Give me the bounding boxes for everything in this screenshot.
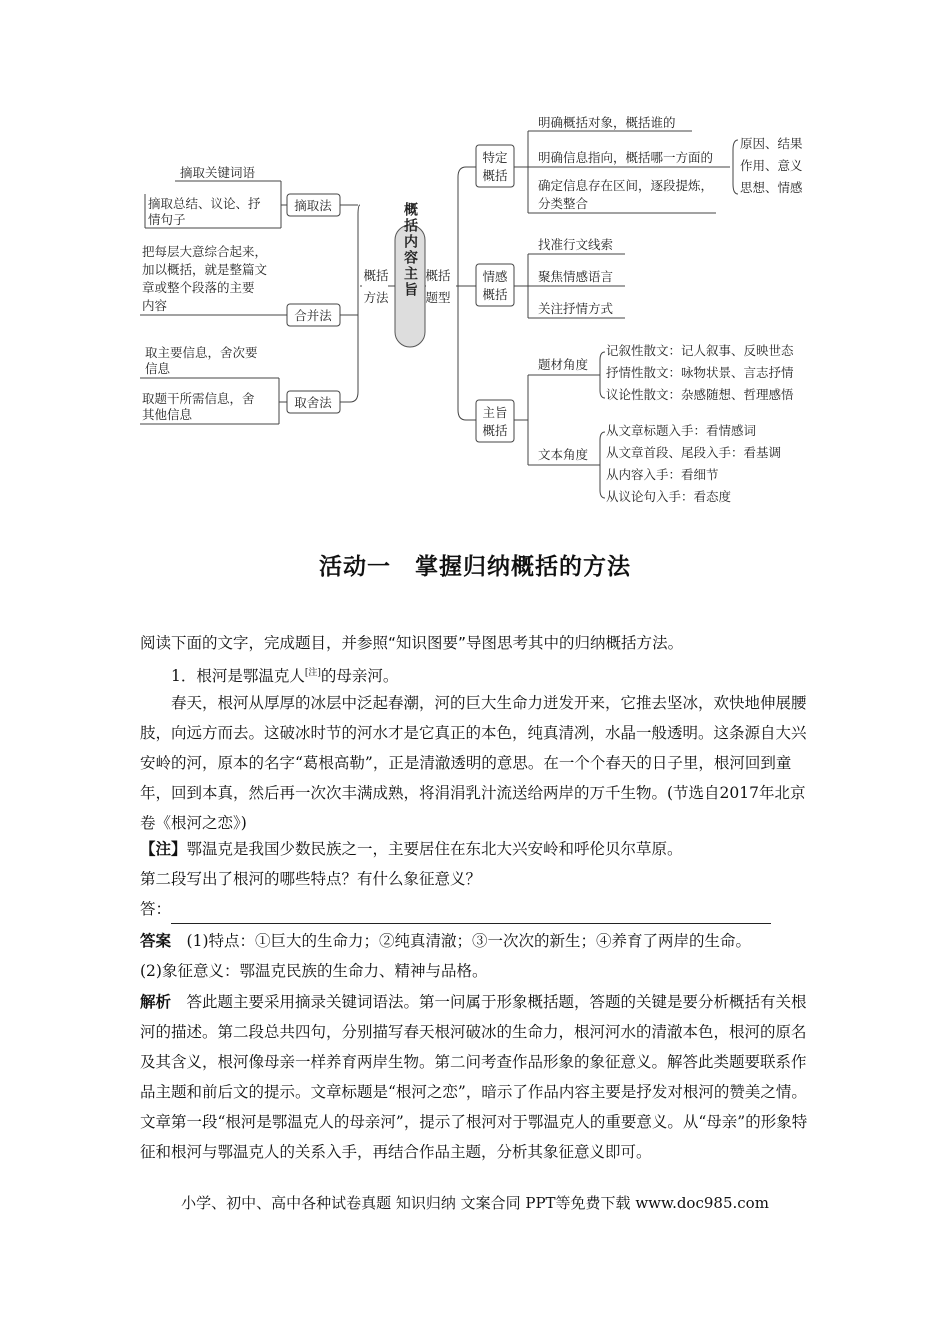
analysis-text: 答此题主要采用摘录关键词语法。第一问属于形象概括题，答题的关键是要分析概括有关根河的描述。第二段总共四句，分别描写春天根河破冰的生命力，根河河水的清澈本色，根河的原名及其含义，根河像母亲一样养育两岸生物。第二问考查作品形象的象征意义。解答此类题要联系作品主题和前后文的提示。文章标题是“根河之恋”，暗示了作品内容主要是抒发对根河的赞美之情。文章第一段“根河是鄂温克人的母亲河”，提示了根河对于鄂温克人的重要意义。从“母亲”的形象特征和根河与鄂温克人的关系入手，再结合作品主题，分析其象征意义即可。	[140, 993, 808, 1161]
wenben-item-2: 从文章首段、尾段入手：看基调	[606, 445, 782, 460]
method-zhaiqu: 摘取法	[294, 198, 332, 213]
section-heading: 活动一 掌握归纳概括的方法	[319, 554, 631, 580]
hebing-item-c: 章或整个段落的主要	[142, 280, 255, 295]
qushe-item-2b: 其他信息	[142, 407, 193, 422]
zhuzhi-angle-1: 题材角度	[538, 357, 589, 372]
footer: 小学、初中、高中各种试卷真题 知识归纳 文案合同 PPT等免费下载 www.doc985.com	[181, 1194, 769, 1212]
type-teding-b: 概括	[482, 168, 508, 183]
answer-label: 答案	[140, 932, 172, 950]
type-qinggan-a: 情感	[482, 269, 508, 284]
ticai-item-2: 抒情性散文：咏物状景、言志抒情	[606, 365, 794, 380]
center-label: 概括内容主旨	[402, 202, 418, 298]
teding-item-3b: 分类整合	[538, 196, 589, 211]
zhaiqu-item-2a: 摘取总结、议论、抒	[148, 196, 261, 211]
q1-answer-prompt: 答：	[140, 900, 172, 918]
q1-answer	[140, 926, 820, 956]
teding-item-1: 明确概括对象，概括谁的	[538, 115, 676, 130]
qinggan-item-1: 找准行文线索	[538, 237, 614, 252]
hebing-item-b: 加以概括，就是整篇文	[142, 262, 268, 277]
wenben-item-4: 从议论句入手：看态度	[606, 489, 732, 504]
mind-map	[0, 0, 950, 520]
method-hebing: 合并法	[294, 308, 332, 323]
methods-label-2: 方法	[363, 290, 389, 305]
qushe-item-1b: 信息	[145, 361, 171, 376]
ticai-item-1: 记叙性散文：记人叙事、反映世态	[606, 343, 794, 358]
answer-line-1: (1)特点：①巨大的生命力；②纯真清澈；③一次次的新生；④养育了两岸的生命。	[186, 932, 751, 950]
q1-title-text: 1．根河是鄂温克人	[171, 667, 305, 686]
teding-item-3a: 确定信息存在区间，逐段提炼，	[538, 178, 714, 193]
types-label-1: 概括	[425, 268, 451, 283]
method-qushe: 取舍法	[294, 395, 332, 410]
type-qinggan-b: 概括	[482, 287, 508, 302]
intro-text: 阅读下面的文字，完成题目，并参照“知识图要”导图思考其中的归纳概括方法。	[140, 634, 684, 652]
q1-note-mark: [注]	[304, 668, 321, 678]
zhaiqu-item-2b: 情句子	[148, 212, 186, 227]
q1-answer-line	[140, 894, 820, 924]
hebing-item-a: 把每层大意综合起来，	[142, 244, 268, 259]
q1-question: 第二段写出了根河的哪些特点？有什么象征意义？	[140, 870, 482, 888]
q1-analysis	[140, 987, 820, 1167]
q1-note	[140, 834, 820, 864]
qushe-item-1a: 取主要信息，舍次要	[145, 345, 258, 360]
wenben-item-3: 从内容入手：看细节	[606, 467, 719, 482]
q1-note-label: 【注】	[140, 840, 187, 858]
analysis-label: 解析	[140, 993, 172, 1011]
type-teding-a: 特定	[482, 150, 508, 165]
teding-sub-1: 原因、结果	[740, 136, 803, 151]
teding-sub-3: 思想、情感	[740, 180, 803, 195]
zhuzhi-angle-2: 文本角度	[538, 447, 589, 462]
ticai-item-3: 议论性散文：杂感随想、哲理感悟	[606, 387, 794, 402]
answer-line-2: (2)象征意义：鄂温克民族的生命力、精神与品格。	[140, 962, 488, 980]
hebing-item-d: 内容	[142, 298, 168, 313]
teding-sub-2: 作用、意义	[740, 158, 803, 173]
type-zhuzhi-b: 概括	[482, 423, 508, 438]
q1-passage: 春天，根河从厚厚的冰层中泛起春潮，河的巨大生命力迸发开来，它推去坚冰，欢快地伸展腰肢，向远方而去。这破冰时节的河水才是它真正的本色，纯真清冽，水晶一般透明。这条源自大兴安岭的河，原本的名字“葛根高勒”，正是清澈透明的意思。在一个个春天的日子里，根河回到童年，回到本真，然后再一次次丰满成熟，将涓涓乳汁流送给两岸的万千生物。(节选自2017年北京卷《根河之恋》)	[140, 694, 807, 832]
wenben-item-1: 从文章标题入手：看情感词	[606, 423, 757, 438]
answer-blank[interactable]	[171, 905, 771, 924]
teding-item-2: 明确信息指向，概括哪一方面的	[538, 150, 714, 165]
q1-title	[140, 658, 820, 691]
q1-title-end: 的母亲河。	[320, 667, 399, 686]
type-zhuzhi-a: 主旨	[482, 405, 508, 420]
qinggan-item-3: 关注抒情方式	[538, 301, 614, 316]
q1-note-text: 鄂温克是我国少数民族之一，主要居住在东北大兴安岭和呼伦贝尔草原。	[186, 840, 683, 858]
types-label-2: 题型	[425, 290, 451, 305]
qushe-item-2a: 取题干所需信息，舍	[142, 391, 255, 406]
zhaiqu-item-1: 摘取关键词语	[180, 165, 256, 180]
qinggan-item-2: 聚焦情感语言	[538, 269, 614, 284]
methods-label-1: 概括	[363, 268, 389, 283]
